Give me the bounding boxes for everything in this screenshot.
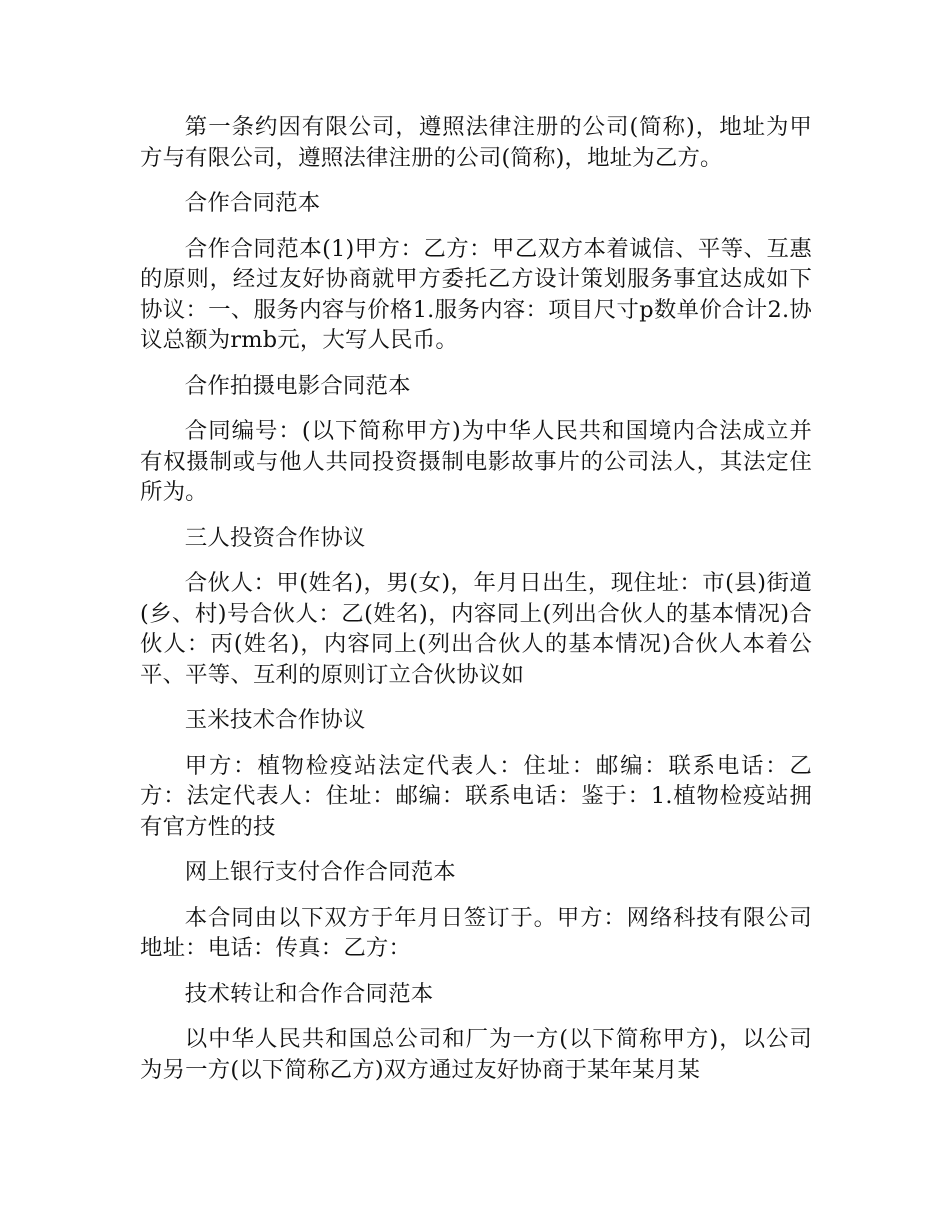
spacer <box>140 888 812 903</box>
spacer <box>140 508 812 523</box>
spacer <box>140 964 812 979</box>
spacer <box>140 553 812 568</box>
spacer <box>140 356 812 371</box>
section-heading: 合作拍摄电影合同范本 <box>184 372 411 399</box>
paragraph-body: 甲方：植物检疫站法定代表人：住址：邮编：联系电话：乙方：法定代表人：住址：邮编：联系电话：鉴于：1.植物检疫站拥有官方性的技 <box>140 752 812 840</box>
section-heading: 技术转让和合作合同范本 <box>184 980 434 1007</box>
section-heading: 玉米技术合作协议 <box>184 707 366 733</box>
paragraph-body: 合作合同范本(1)甲方：乙方：甲乙双方本着诚信、平等、互惠的原则，经过友好协商就甲方委托乙方设计策划服务事宜达成如下协议：一、服务内容与价格1.服务内容：项目尺寸p数单价合计2.协议总额为rmb元，大写人民币。 <box>140 235 812 353</box>
spacer <box>140 401 812 416</box>
paragraph-body: 合同编号：(以下简称甲方)为中华人民共和国境内合法成立并有权摄制或与他人共同投资摄制电影故事片的公司法人，其法定住所为。 <box>140 418 812 505</box>
spacer <box>140 173 812 188</box>
paragraph-intro: 第一条约因有限公司，遵照法律注册的公司(简称)，地址为甲方与有限公司，遵照法律注册的公司(简称)，地址为乙方。 <box>140 114 812 171</box>
paragraph-body: 合伙人：甲(姓名)，男(女)，年月日出生，现住址：市(县)街道(乡、村)号合伙人：乙(姓名)，内容同上(列出合伙人的基本情况)合伙人：丙(姓名)，内容同上(列出合伙人的基本情况)合伙人本着公平、平等、互利的原则订立合伙协议如 <box>140 570 812 688</box>
section-heading: 网上银行支付合作合同范本 <box>184 859 456 885</box>
spacer <box>140 842 812 857</box>
paragraph-body: 以中华人民共和国总公司和厂为一方(以下简称甲方)，以公司为另一方(以下简称乙方)双方通过友好协商于某年某月某 <box>140 1026 812 1083</box>
spacer <box>140 690 812 705</box>
section-heading: 三人投资合作协议 <box>184 524 366 551</box>
paragraph-body: 本合同由以下双方于年月日签订于。甲方：网络科技有限公司地址：电话：传真：乙方： <box>140 904 812 961</box>
spacer <box>140 736 812 751</box>
document-page <box>140 112 812 1085</box>
spacer <box>140 1009 812 1024</box>
section-heading: 合作合同范本 <box>184 190 321 216</box>
spacer <box>140 219 812 234</box>
